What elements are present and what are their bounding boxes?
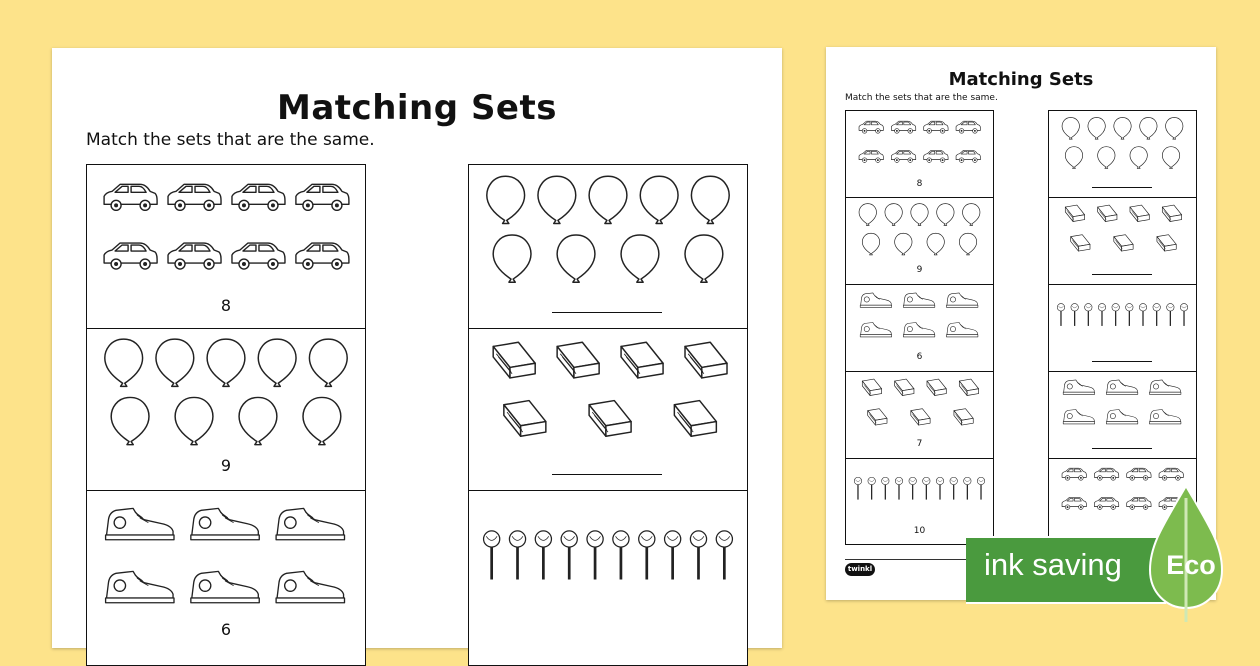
set-cell	[846, 371, 993, 459]
balloon-icon	[685, 235, 723, 282]
shoe-icon	[276, 508, 344, 539]
car-icon	[168, 243, 221, 269]
eco-label: Eco	[1166, 550, 1216, 580]
lollipop-icon	[950, 477, 957, 499]
balloon-icon	[239, 397, 277, 444]
balloon-icon	[911, 204, 928, 226]
set-cell	[469, 490, 747, 665]
car-icon	[956, 121, 980, 133]
book-icon	[1157, 235, 1176, 251]
set-illustration	[1049, 197, 1196, 284]
balloon-icon	[1166, 117, 1183, 139]
lollipop-icon	[716, 531, 732, 580]
lollipop-icon	[1126, 304, 1133, 326]
worksheet-instruction: Match the sets that are the same.	[86, 130, 375, 150]
set-count-label: 6	[916, 352, 923, 362]
lollipop-icon	[587, 531, 603, 580]
answer-line[interactable]	[1092, 361, 1152, 362]
set-cell	[1049, 371, 1196, 459]
car-icon	[1094, 468, 1118, 480]
shoe-icon	[1063, 380, 1094, 394]
balloon-icon	[156, 339, 194, 386]
book-icon	[1162, 205, 1181, 221]
book-icon	[1071, 235, 1090, 251]
balloon-icon	[207, 339, 245, 386]
set-count-label: 9	[916, 265, 923, 275]
car-icon	[859, 121, 883, 133]
shoe-icon	[1106, 410, 1137, 424]
car-icon	[1062, 468, 1086, 480]
shoe-icon	[276, 571, 344, 602]
lollipop-icon	[895, 477, 902, 499]
lollipop-icon	[977, 477, 984, 499]
shoe-icon	[1063, 410, 1094, 424]
lollipop-icon	[854, 477, 861, 499]
balloon-icon	[175, 397, 213, 444]
book-icon	[674, 401, 716, 437]
book-icon	[1098, 205, 1117, 221]
balloon-icon	[1140, 117, 1157, 139]
balloon-icon	[1088, 117, 1105, 139]
car-icon	[232, 243, 285, 269]
lollipop-icon	[923, 477, 930, 499]
right-column	[468, 164, 748, 666]
shoe-icon	[946, 323, 977, 337]
set-cell	[87, 165, 365, 329]
book-icon	[959, 379, 978, 395]
worksheet-instruction-small: Match the sets that are the same.	[845, 93, 998, 103]
set-cell	[469, 165, 747, 329]
balloon-icon	[303, 397, 341, 444]
balloon-icon	[640, 176, 678, 223]
set-illustration	[469, 490, 747, 665]
balloon-icon	[557, 235, 595, 282]
right-column-small	[1048, 110, 1197, 545]
balloon-icon	[621, 235, 659, 282]
car-icon	[104, 184, 157, 210]
book-icon	[621, 342, 663, 378]
car-icon	[924, 121, 948, 133]
lollipop-icon	[509, 531, 525, 580]
book-icon	[862, 379, 881, 395]
lollipop-icon	[1071, 304, 1078, 326]
twinkl-logo: twinkl	[845, 563, 875, 576]
set-cell	[846, 111, 993, 198]
balloon-icon	[309, 339, 347, 386]
worksheet-title-small: Matching Sets	[948, 69, 1094, 90]
shoe-icon	[860, 323, 891, 337]
lollipop-icon	[964, 477, 971, 499]
shoe-icon	[106, 571, 174, 602]
car-icon	[891, 150, 915, 162]
car-icon	[104, 243, 157, 269]
answer-line[interactable]	[552, 474, 662, 475]
lollipop-icon	[868, 477, 875, 499]
set-illustration	[469, 328, 747, 490]
set-cell	[846, 458, 993, 544]
set-count-label: 7	[916, 439, 923, 449]
set-count-label: 10	[913, 526, 926, 536]
set-cell	[469, 328, 747, 491]
balloon-icon	[493, 235, 531, 282]
shoe-icon	[903, 323, 934, 337]
car-icon	[891, 121, 915, 133]
car-icon	[1159, 468, 1183, 480]
lollipop-icon	[1057, 304, 1064, 326]
lollipop-icon	[1139, 304, 1146, 326]
lollipop-icon	[535, 531, 551, 580]
shoe-icon	[106, 508, 174, 539]
shoe-icon	[1149, 410, 1180, 424]
set-illustration	[1049, 371, 1196, 458]
set-illustration	[1049, 111, 1196, 197]
car-icon	[924, 150, 948, 162]
lollipop-icon	[1167, 304, 1174, 326]
balloon-icon	[1065, 147, 1082, 169]
lollipop-icon	[639, 531, 655, 580]
car-icon	[1062, 497, 1086, 509]
book-icon	[868, 409, 887, 425]
balloon-icon	[859, 204, 876, 226]
balloon-icon	[538, 176, 576, 223]
car-icon	[1094, 497, 1118, 509]
set-cell	[87, 328, 365, 491]
car-icon	[296, 184, 349, 210]
set-count-label: 8	[916, 179, 923, 189]
balloon-icon	[589, 176, 627, 223]
set-illustration	[1049, 284, 1196, 371]
book-icon	[685, 342, 727, 378]
balloon-icon	[105, 339, 143, 386]
lollipop-icon	[936, 477, 943, 499]
lollipop-icon	[882, 477, 889, 499]
balloon-icon	[885, 204, 902, 226]
shoe-icon	[1149, 380, 1180, 394]
book-icon	[1114, 235, 1133, 251]
balloon-icon	[1130, 147, 1147, 169]
book-icon	[895, 379, 914, 395]
balloon-icon	[937, 204, 954, 226]
set-cell	[1049, 197, 1196, 285]
book-icon	[493, 342, 535, 378]
set-illustration	[469, 165, 747, 328]
car-icon	[232, 184, 285, 210]
set-cell	[846, 197, 993, 285]
book-icon	[589, 401, 631, 437]
set-cell	[1049, 111, 1196, 198]
balloon-icon	[487, 176, 525, 223]
lollipop-icon	[1180, 304, 1187, 326]
lollipop-icon	[1153, 304, 1160, 326]
book-icon	[1130, 205, 1149, 221]
lollipop-icon	[484, 531, 500, 580]
set-count-label: 9	[220, 456, 232, 475]
left-column	[86, 164, 366, 666]
set-cell	[87, 490, 365, 665]
lollipop-icon	[1112, 304, 1119, 326]
book-icon	[504, 401, 546, 437]
shoe-icon	[191, 571, 259, 602]
balloon-icon	[1114, 117, 1131, 139]
answer-line[interactable]	[1092, 274, 1152, 275]
shoe-icon	[1106, 380, 1137, 394]
shoe-icon	[946, 293, 977, 307]
set-cell	[1049, 284, 1196, 372]
book-icon	[954, 409, 973, 425]
set-count-label: 8	[220, 296, 232, 315]
car-icon	[296, 243, 349, 269]
balloon-icon	[111, 397, 149, 444]
book-icon	[911, 409, 930, 425]
book-icon	[1065, 205, 1084, 221]
car-icon	[859, 150, 883, 162]
lollipop-icon	[1085, 304, 1092, 326]
balloon-icon	[862, 233, 879, 255]
balloon-icon	[258, 339, 296, 386]
balloon-icon	[1062, 117, 1079, 139]
balloon-icon	[1162, 147, 1179, 169]
set-cell	[846, 284, 993, 372]
answer-line[interactable]	[1092, 187, 1152, 188]
set-count-label: 6	[220, 620, 232, 639]
balloon-icon	[691, 176, 729, 223]
lollipop-icon	[561, 531, 577, 580]
car-icon	[168, 184, 221, 210]
shoe-icon	[191, 508, 259, 539]
shoe-icon	[903, 293, 934, 307]
lollipop-icon	[613, 531, 629, 580]
car-icon	[956, 150, 980, 162]
answer-line[interactable]	[552, 312, 662, 313]
lollipop-icon	[909, 477, 916, 499]
balloon-icon	[895, 233, 912, 255]
lollipop-icon	[1098, 304, 1105, 326]
balloon-icon	[927, 233, 944, 255]
lollipop-icon	[665, 531, 681, 580]
car-icon	[1127, 468, 1151, 480]
balloon-icon	[959, 233, 976, 255]
book-icon	[927, 379, 946, 395]
balloon-icon	[1098, 147, 1115, 169]
worksheet-large	[52, 48, 782, 648]
ink-saving-text: ink saving	[984, 547, 1122, 582]
worksheet-title: Matching Sets	[277, 88, 557, 128]
balloon-icon	[963, 204, 980, 226]
book-icon	[557, 342, 599, 378]
lollipop-icon	[690, 531, 706, 580]
answer-line[interactable]	[1092, 448, 1152, 449]
left-column-small	[845, 110, 994, 545]
shoe-icon	[860, 293, 891, 307]
